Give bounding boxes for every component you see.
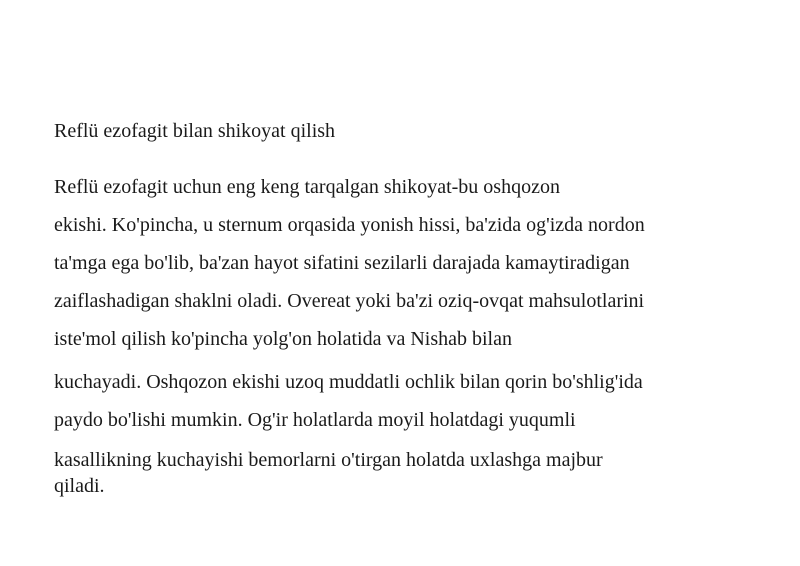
- paragraph-line: zaiflashadigan shaklni oladi. Overeat yoki ba'zi oziq-ovqat mahsulotlarini: [54, 290, 645, 312]
- paragraph-line: ekishi. Ko'pincha, u sternum orqasida yonish hissi, ba'zida og'izda nordon: [54, 214, 645, 236]
- paragraph-line: kasallikning kuchayishi bemorlarni o'tirgan holatda uxlashga majbur: [54, 449, 603, 471]
- paragraph-line: iste'mol qilish ko'pincha yolg'on holatida va Nishab bilan: [54, 328, 512, 350]
- paragraph-line: kuchayadi. Oshqozon ekishi uzoq muddatli ochlik bilan qorin bo'shlig'ida: [54, 371, 643, 393]
- paragraph-line: ta'mga ega bo'lib, ba'zan hayot sifatini sezilarli darajada kamaytiradigan: [54, 252, 630, 274]
- paragraph-line: qiladi.: [54, 475, 105, 497]
- paragraph-line: paydo bo'lishi mumkin. Og'ir holatlarda moyil holatdagi yuqumli: [54, 409, 576, 431]
- paragraph-line: Reflü ezofagit uchun eng keng tarqalgan shikoyat-bu oshqozon: [54, 176, 560, 198]
- document-heading: Reflü ezofagit bilan shikoyat qilish: [54, 120, 336, 142]
